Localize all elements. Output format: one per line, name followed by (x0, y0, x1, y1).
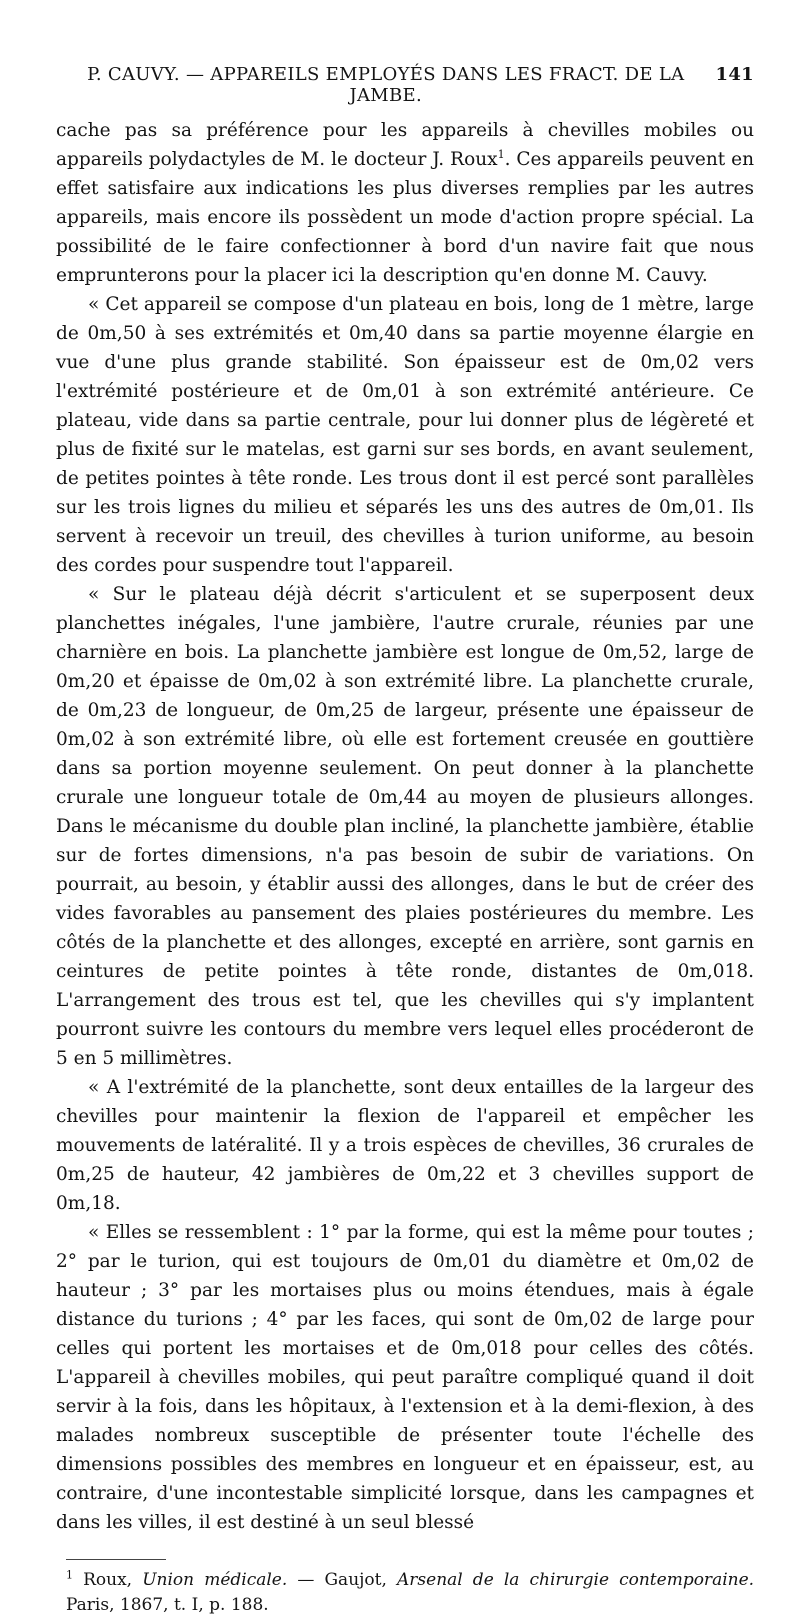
footnote-middle: — Gaujot, (297, 1570, 387, 1590)
paragraph-2: « Cet appareil se compose d'un plateau en bois, long de 1 mètre, large de 0m,50 à ses extrémités et 0m,40 dans sa partie moyenne élargie en vue d'une plus grande stabilité. Son épaisseur est de 0m,02 vers l'extrémité postérieure et de 0m,01 à son extrémité antérieure. Ce plateau, vide dans sa partie centrale, pour lui donner plus de légèreté et plus de fixité sur le matelas, est garni sur ses bords, en avant seulement, de petites pointes à tête ronde. Les trous dont il est percé sont parallèles sur les trois lignes du milieu et séparés les uns des autres de 0m,01. Ils servent à recevoir un treuil, des chevilles à turion uniforme, au besoin des cordes pour suspendre tout l'appareil. (56, 294, 754, 576)
paragraph-5: « Elles se ressemblent : 1° par la forme, qui est la même pour toutes ; 2° par le turion, qui est toujours de 0m,01 du diamètre et 0m,02 de hauteur ; 3° par les mortaises plus ou moins étendues, mais à égale distance du turions ; 4° par les faces, qui sont de 0m,02 de large pour celles qui portent les mortaises et de 0m,018 pour celles des côtés. L'appareil à chevilles mobiles, qui peut paraître compliqué quand il doit servir à la fois, dans les hôpitaux, à l'extension et à la demi-flexion, à des malades nombreux susceptible de présenter toute l'échelle des dimensions possibles des membres en longueur et en épaisseur, est, au contraire, d'une incontestable simplicité lorsque, dans les campagnes et dans les villes, il est destiné à un seul blessé (56, 1222, 754, 1533)
footnote-ref: 1 (497, 147, 505, 161)
footnote-title-1: Union médicale. (142, 1570, 288, 1590)
body-text (56, 116, 754, 1537)
page-number: 141 (715, 64, 754, 85)
footnote-separator (66, 1559, 166, 1560)
footnote-marker: 1 (66, 1568, 73, 1582)
footnote-end: Paris, 1867, t. I, p. 188. (66, 1595, 269, 1615)
footnote-author: Roux, (83, 1570, 133, 1590)
footnote-title-2: Arsenal de la chirurgie contemporaine. (397, 1570, 755, 1590)
page-header (56, 64, 754, 106)
running-title: P. CAUVY. — APPAREILS EMPLOYÉS DANS LES FRACT. DE LA JAMBE. (87, 64, 685, 106)
footnote (56, 1568, 754, 1618)
paragraph-3: « Sur le plateau déjà décrit s'articulent et se superposent deux planchettes inégales, l'une jambière, l'autre crurale, réunies par une charnière en bois. La planchette jambière est longue de 0m,52, large de 0m,20 et épaisse de 0m,02 à son extrémité libre. La planchette crurale, de 0m,23 de longueur, de 0m,25 de largeur, présente une épaisseur de 0m,02 à son extrémité libre, où elle est fortement creusée en gouttière dans sa portion moyenne seulement. On peut donner à la planchette crurale une longueur totale de 0m,44 au moyen de plusieurs allonges. Dans le mécanisme du double plan incliné, la planchette jambière, établie sur de fortes dimensions, n'a pas besoin de subir de variations. On pourrait, au besoin, y établir aussi des allonges, dans le but de créer des vides favorables au pansement des plaies postérieures du membre. Les côtés de la planchette et des allonges, excepté en arrière, sont garnis en ceintures de petite pointes à tête ronde, distantes de 0m,018. L'arrangement des trous est tel, que les chevilles qui s'y implantent pourront suivre les contours du membre vers lequel elles procéderont de 5 en 5 millimètres. (56, 584, 754, 1069)
paragraph-4: « A l'extrémité de la planchette, sont deux entailles de la largeur des chevilles pour maintenir la flexion de l'appareil et empêcher les mouvements de latéralité. Il y a trois espèces de chevilles, 36 crurales de 0m,25 de hauteur, 42 jambières de 0m,22 et 3 chevilles support de 0m,18. (56, 1077, 754, 1214)
paragraph-1: cache pas sa préférence pour les appareils à chevilles mobiles ou appareils polydactyles de M. le docteur J. Roux$^1$. Ces appareils peuvent en effet satisfaire aux indications les plus diverses remplies par les autres appareils, mais encore ils possèdent un mode d'action propre spécial. La possibilité de le faire confectionner à bord d'un navire fait que nous emprunterons pour la placer ici la description qu'en donne M. Cauvy. (56, 120, 755, 286)
